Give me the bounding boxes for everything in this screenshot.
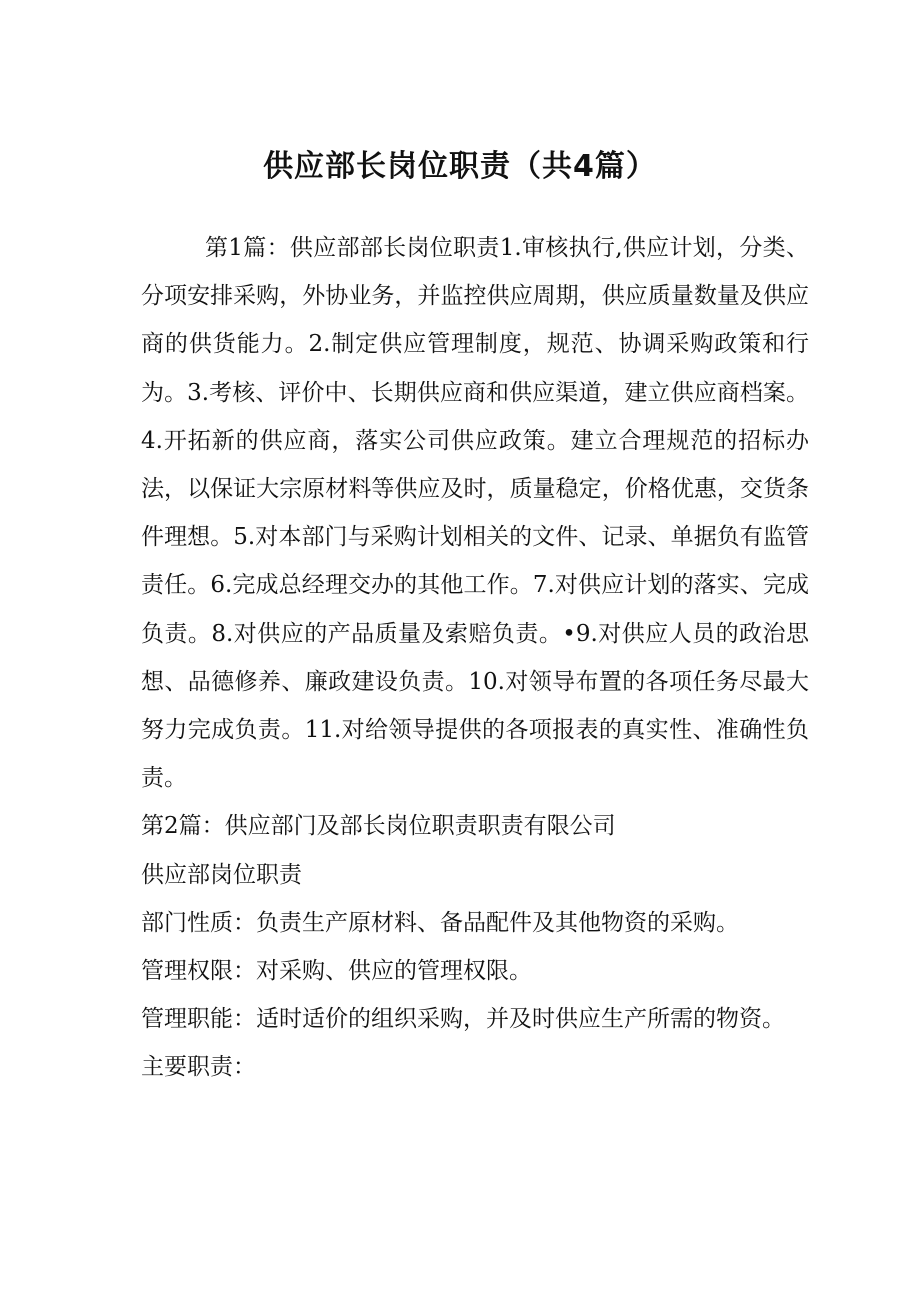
paragraph-main-duties: 主要职责： xyxy=(141,1054,256,1081)
paragraph-article-1: 第1篇：供应部部长岗位职责1.审核执行,供应计划，分类、分项安排采购，外协业务，并监控供应周期，供应质量数量及供应商的供货能力。2.制定供应管理制度，规范、协调采购政策和行为。3.考核、评价中、长期供应商和供应渠道，建立供应商档案。4.开拓新的供应商，落实公司供应政策。建立合理规范的招标办法，以保证大宗原材料等供应及时，质量稳定，价格优惠，交货条件理想。5.对本部门与采购计划相关的文件、记录、单据负有监管责任。6.完成总经理交办的其他工作。7.对供应计划的落实、完成负责。8.对供应的产品质量及索赔负责。•9.对供应人员的政治思想、品德修养、廉政建设负责。10.对领导布置的各项任务尽最大努力完成负责。11.对给领导提供的各项报表的真实性、准确性负责。 xyxy=(141,235,809,792)
document-body xyxy=(141,224,809,1092)
paragraph-department-title: 供应部岗位职责 xyxy=(141,861,302,888)
paragraph-department-nature: 部门性质：负责生产原材料、备品配件及其他物资的采购。 xyxy=(141,909,739,936)
paragraph-article-2-heading: 第2篇：供应部门及部长岗位职责职责有限公司 xyxy=(141,813,616,840)
paragraph-management-authority: 管理权限：对采购、供应的管理权限。 xyxy=(141,958,532,985)
paragraph-management-function: 管理职能：适时适价的组织采购，并及时供应生产所需的物资。 xyxy=(141,1006,785,1033)
document-title: 供应部长岗位职责（共4篇） xyxy=(263,149,657,184)
